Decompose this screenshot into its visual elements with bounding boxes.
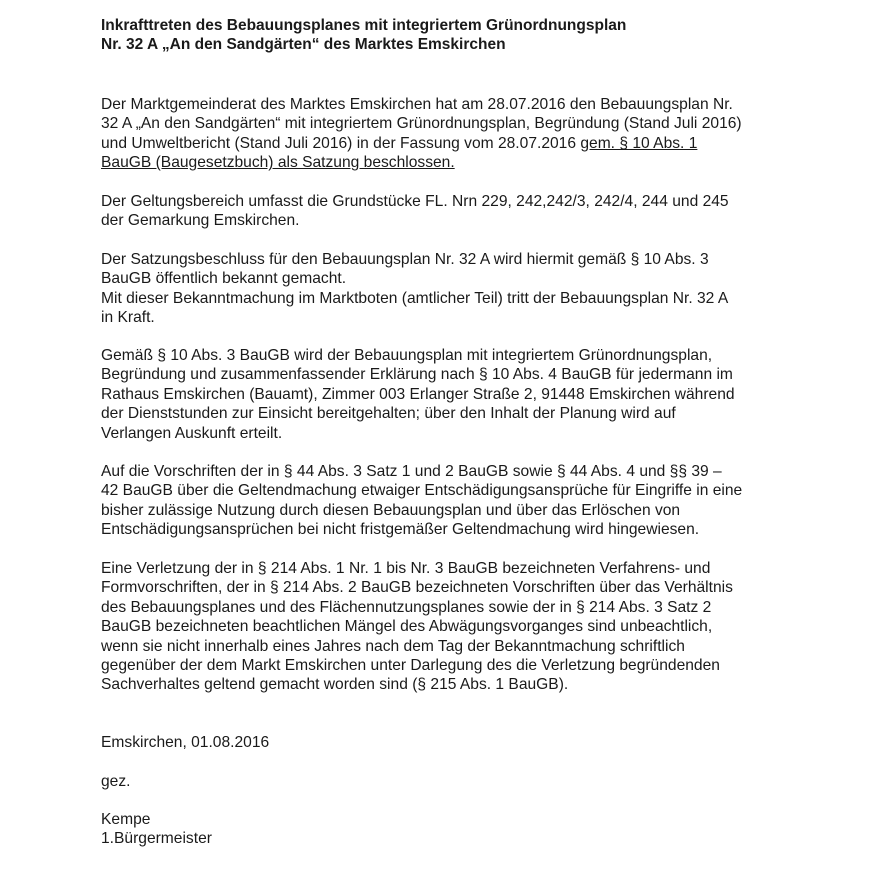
text-line: BauGB öffentlich bekannt gemacht. bbox=[101, 270, 347, 288]
text-line: BauGB bezeichneten beachtlichen Mängel des Abwägungsvorganges sind unbeachtlich, bbox=[101, 618, 713, 636]
text-line: Mit dieser Bekanntmachung im Marktboten (amtlicher Teil) tritt der Bebauungsplan Nr. 32 A bbox=[101, 289, 729, 307]
text-line: Entschädigungsansprüchen bei nicht fristgemäßer Geltendmachung wird hingewiesen. bbox=[101, 521, 700, 539]
text-line: 42 BauGB über die Geltendmachung etwaiger Entschädigungsansprüche für Eingriffe in eine bbox=[101, 482, 743, 500]
text-line: Formvorschriften, der in § 214 Abs. 2 BauGB bezeichneten Vorschriften über das Verhältnis bbox=[101, 579, 733, 597]
signed-marker: gez. bbox=[101, 773, 131, 790]
text-line: in Kraft. bbox=[101, 309, 155, 327]
text-line: Verlangen Auskunft erteilt. bbox=[101, 424, 283, 442]
place-and-date: Emskirchen, 01.08.2016 bbox=[101, 734, 270, 751]
text-line: der Dienststunden zur Einsicht bereitgehalten; über den Inhalt der Planung wird auf bbox=[101, 405, 676, 423]
text-line: bisher zulässige Nutzung durch diesen Bebauungsplan und über das Erlöschen von bbox=[101, 501, 681, 519]
title-line: Inkrafttreten des Bebauungsplanes mit integriertem Grünordnungsplan bbox=[101, 17, 627, 34]
document-page bbox=[101, 16, 801, 848]
title-line: Nr. 32 A „An den Sandgärten“ des Marktes Emskirchen bbox=[101, 36, 506, 53]
signature-block bbox=[101, 810, 212, 849]
text-line: der Gemarkung Emskirchen. bbox=[101, 212, 300, 230]
underlined-text-segment: gem. § 10 Abs. 1 bbox=[580, 134, 698, 152]
text-segment: und Umweltbericht (Stand Juli 2016) in der Fassung vom 28.07.2016 bbox=[101, 134, 581, 152]
document-title bbox=[101, 16, 801, 54]
text-line: Auf die Vorschriften der in § 44 Abs. 3 Satz 1 und 2 BauGB sowie § 44 Abs. 4 und §§ 39 – bbox=[101, 463, 722, 480]
signer-name: Kempe bbox=[101, 811, 151, 828]
text-line: Der Satzungsbeschluss für den Bebauungsplan Nr. 32 A wird hiermit gemäß § 10 Abs. 3 bbox=[101, 251, 709, 268]
text-line: des Bebauungsplanes und des Flächennutzungsplanes sowie der in § 214 Abs. 3 Satz 2 bbox=[101, 598, 712, 616]
text-line: Der Geltungsbereich umfasst die Grundstücke FL. Nrn 229, 242,242/3, 242/4, 244 und 245 bbox=[101, 193, 729, 210]
text-line: Rathaus Emskirchen (Bauamt), Zimmer 003 Erlanger Straße 2, 91448 Emskirchen während bbox=[101, 385, 735, 403]
paragraph-scope bbox=[101, 192, 729, 231]
text-line: Sachverhaltes geltend gemacht worden sind (§ 215 Abs. 1 BauGB). bbox=[101, 676, 569, 694]
text-line: 32 A „An den Sandgärten“ mit integriertem Grünordnungsplan, Begründung (Stand Juli 2016) bbox=[101, 115, 742, 133]
underlined-text-line: BauGB (Baugesetzbuch) als Satzung beschlossen. bbox=[101, 154, 455, 172]
paragraph-compensation-notice bbox=[101, 462, 742, 540]
paragraph-violation-notice bbox=[101, 559, 733, 695]
signer-title: 1.Bürgermeister bbox=[101, 830, 212, 848]
text-line: Der Marktgemeinderat des Marktes Emskirchen hat am 28.07.2016 den Bebauungsplan Nr. bbox=[101, 96, 733, 113]
text-line: wenn sie nicht innerhalb eines Jahres nach dem Tag der Bekanntmachung schriftlich bbox=[101, 637, 685, 655]
text-line bbox=[101, 134, 742, 153]
text-line: Gemäß § 10 Abs. 3 BauGB wird der Bebauungsplan mit integriertem Grünordnungsplan, bbox=[101, 347, 713, 364]
paragraph-inspection bbox=[101, 346, 735, 443]
text-line: gegenüber der dem Markt Emskirchen unter Darlegung des die Verletzung begründenden bbox=[101, 657, 720, 675]
paragraph-announcement bbox=[101, 250, 728, 328]
text-line: Begründung und zusammenfassender Erklärung nach § 10 Abs. 4 BauGB für jedermann im bbox=[101, 366, 733, 384]
paragraph-resolution bbox=[101, 95, 742, 173]
text-line: Eine Verletzung der in § 214 Abs. 1 Nr. 1 bis Nr. 3 BauGB bezeichneten Verfahrens- und bbox=[101, 560, 711, 577]
